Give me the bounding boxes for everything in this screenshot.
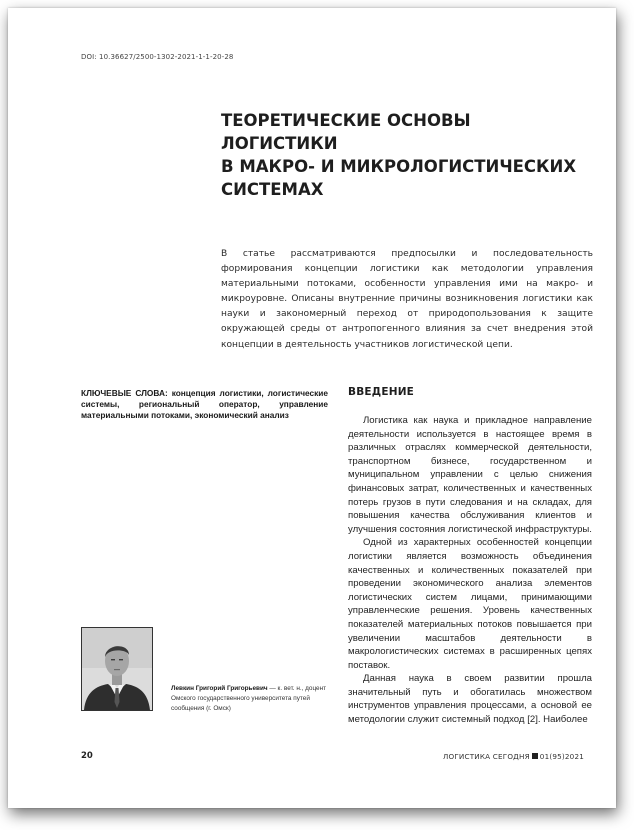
journal-name: ЛОГИСТИКА СЕГОДНЯ (442, 752, 530, 761)
body-paragraph: Логистика как наука и прикладное направление деятельности используется в настоящее время в различных отраслях коммерческой деятельности, транспортном бизнесе, государственном и муниципальном управлении с целью снижения финансовых затрат, количественных и качественных потерь грузов в пути следования и на складах, для повышения качества обслуживания клиентов и улучшения состояния логистической инфраструктуры. (348, 415, 592, 535)
author-name: Левкин Григорий Григорьевич (171, 685, 268, 692)
journal-footer (443, 752, 584, 761)
body-paragraph: Одной из характерных особенностей концепции логистики является возможность объединения качественных и количественных показателей при проведении экономического анализа элементов логистических систем лицами, принимающими управленческие решения. Уровень качественных показателей материальных потоков повышается при увеличении масштабов деятельности в макрологистических системах в расширенных цепях поставок. (348, 537, 592, 671)
body-paragraph: Данная наука в своем развитии прошла значительный путь и обогатилась множеством инструментов управления процессами, а основой ее методологии служит системный подход [2]. Наиболее (348, 673, 592, 726)
title-line: СИСТЕМАХ (221, 180, 324, 199)
square-separator-icon (532, 753, 538, 759)
author-info (171, 684, 331, 714)
author-photo (81, 627, 153, 711)
title-line: В МАКРО- И МИКРОЛОГИСТИЧЕСКИХ (221, 157, 577, 176)
page-number: 20 (81, 751, 93, 761)
doi-line: DOI: 10.36627/2500-1302-2021-1-1-20-28 (81, 53, 234, 61)
author-details: — к. вет. н., доцент Омского государственного университета путей сообщения (г. Омск) (171, 685, 327, 712)
author-portrait-icon (82, 628, 152, 710)
journal-page (8, 8, 616, 808)
body-text (348, 414, 592, 727)
keywords-label: КЛЮЧЕВЫЕ СЛОВА: (81, 388, 168, 398)
keywords-text: концепция логистики, логистические системы, региональный оператор, управление материальными потоками, экономический анализ (81, 388, 329, 420)
title-line: ТЕОРЕТИЧЕСКИЕ ОСНОВЫ ЛОГИСТИКИ (221, 111, 471, 153)
section-heading: ВВЕДЕНИЕ (348, 386, 415, 398)
article-title (221, 109, 581, 201)
abstract: В статье рассматриваются предпосылки и последовательность формирования концепции логистики как методологии управления материальными потоками, особенности управления ими на макро- и микроуровне. Описаны внутренние причины возникновения логистики как науки и закономерный переход от природопользования к защите окружающей среды от антропогенного влияния за счет внедрения этой концепции в деятельность участников логистической цепи. (221, 249, 593, 350)
keywords-block (81, 388, 328, 421)
journal-issue: 01(95)2021 (539, 752, 584, 761)
